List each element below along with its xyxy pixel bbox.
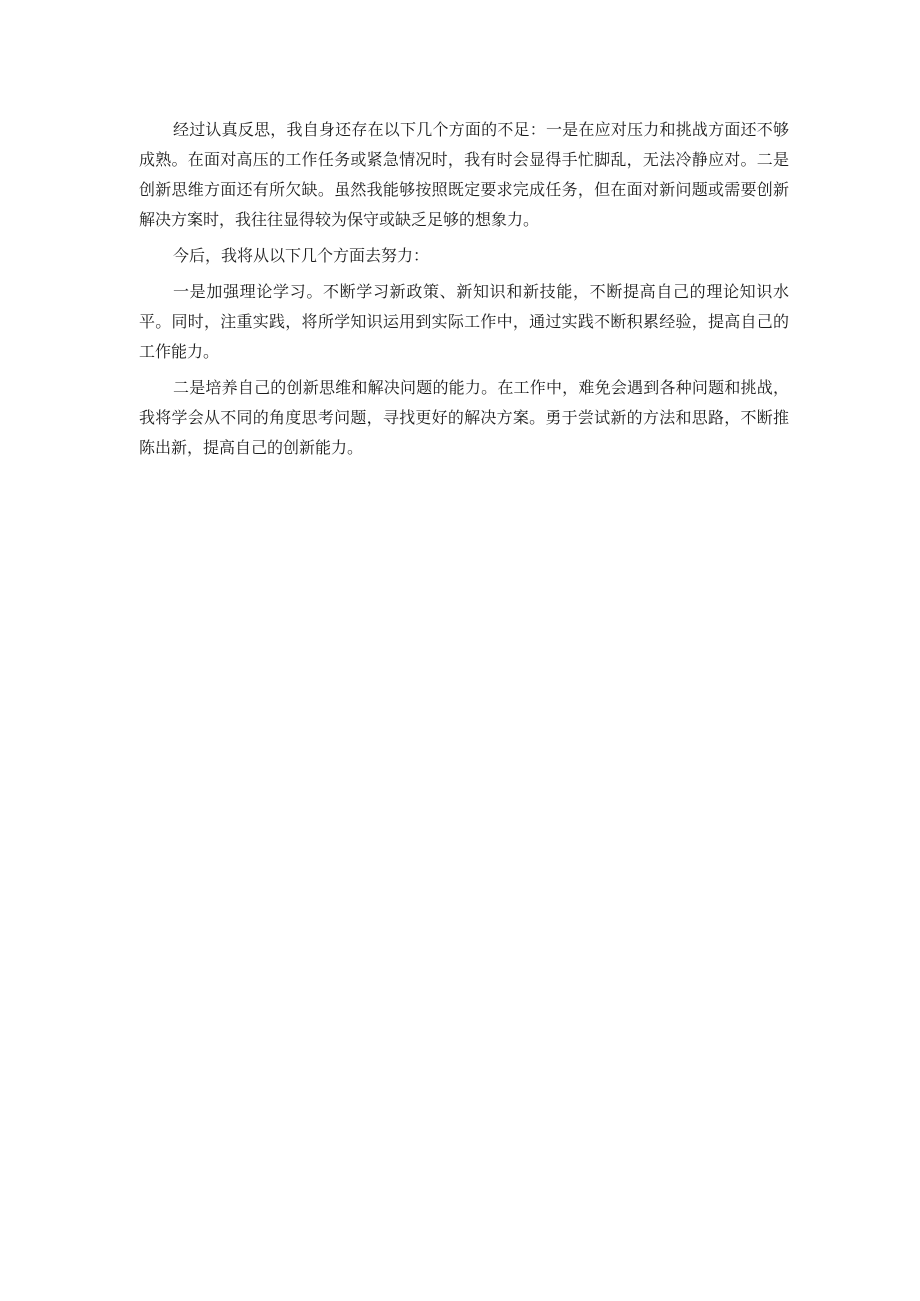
paragraph-theory-study: 一是加强理论学习。不断学习新政策、新知识和新技能，不断提高自己的理论知识水平。同时，注重实践，将所学知识运用到实际工作中，通过实践不断积累经验，提高自己的工作能力。 <box>139 282 789 361</box>
paragraph-future-intro: 今后，我将从以下几个方面去努力： <box>173 246 430 265</box>
document-body <box>139 115 789 469</box>
paragraph-innovation: 二是培养自己的创新思维和解决问题的能力。在工作中，难免会遇到各种问题和挑战，我将学会从不同的角度思考问题，寻找更好的解决方案。勇于尝试新的方法和思路，不断推陈出新，提高自己的创新能力。 <box>139 378 789 457</box>
paragraph-reflection-shortcomings: 经过认真反思，我自身还存在以下几个方面的不足：一是在应对压力和挑战方面还不够成熟。在面对高压的工作任务或紧急情况时，我有时会显得手忙脚乱，无法冷静应对。二是创新思维方面还有所欠缺。虽然我能够按照既定要求完成任务，但在面对新问题或需要创新解决方案时，我往往显得较为保守或缺乏足够的想象力。 <box>139 120 789 229</box>
